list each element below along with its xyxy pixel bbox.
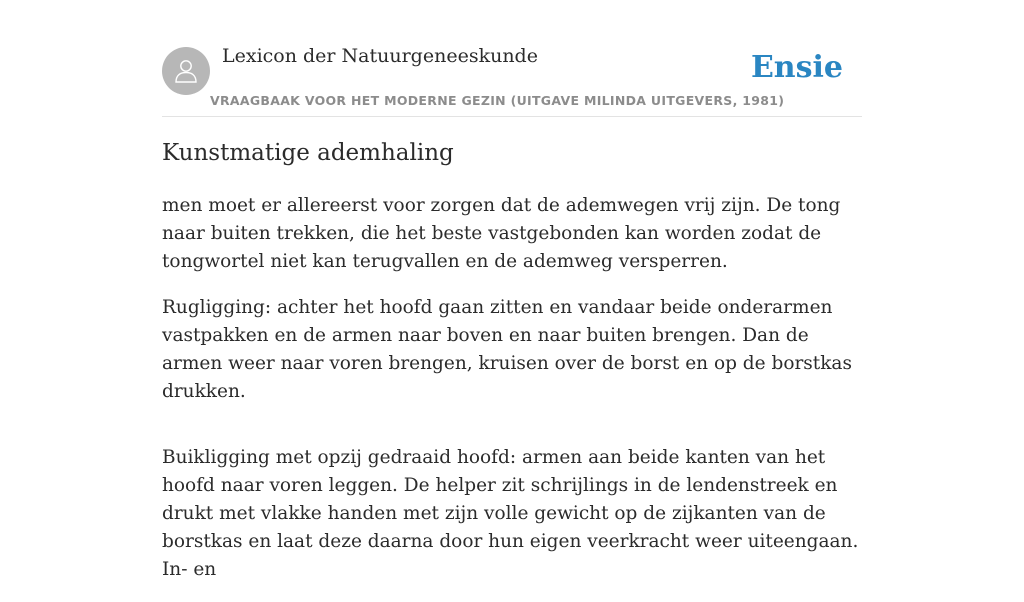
user-icon — [171, 56, 201, 86]
page — [162, 0, 862, 580]
book-title[interactable]: Lexicon der Natuurgeneeskunde — [222, 45, 538, 67]
entry-title: Kunstmatige ademhaling — [162, 140, 454, 166]
brand-logo-link[interactable]: Ensie — [750, 50, 843, 85]
entry-paragraph: Rugligging: achter het hoofd gaan zitten en vandaar beide onderarmen vastpakken en de armen naar boven en naar buiten brengen. Dan de armen weer naar voren brengen, kruisen over de borst en op de borstkas drukken. — [162, 297, 852, 402]
book-subtitle: VRAAGBAAK VOOR HET MODERNE GEZIN (UITGAVE MILINDA UITGEVERS, 1981) — [210, 93, 785, 108]
avatar[interactable] — [162, 47, 210, 95]
entry-body — [162, 192, 862, 602]
entry-paragraph: Buikligging met opzij gedraaid hoofd: armen aan beide kanten van het hoofd naar voren leggen. De helper zit schrijlings in de lendenstreek en drukt met vlakke handen met zijn volle gewicht op de zijkanten van de borstkas en laat deze daarna door hun eigen veerkracht weer uiteengaan. In- en — [162, 447, 859, 580]
header — [162, 0, 862, 117]
entry-paragraph: men moet er allereerst voor zorgen dat de ademwegen vrij zijn. De tong naar buiten trekken, die het beste vastgebonden kan worden zodat de tongwortel niet kan terugvallen en de ademweg versperren. — [162, 195, 841, 272]
